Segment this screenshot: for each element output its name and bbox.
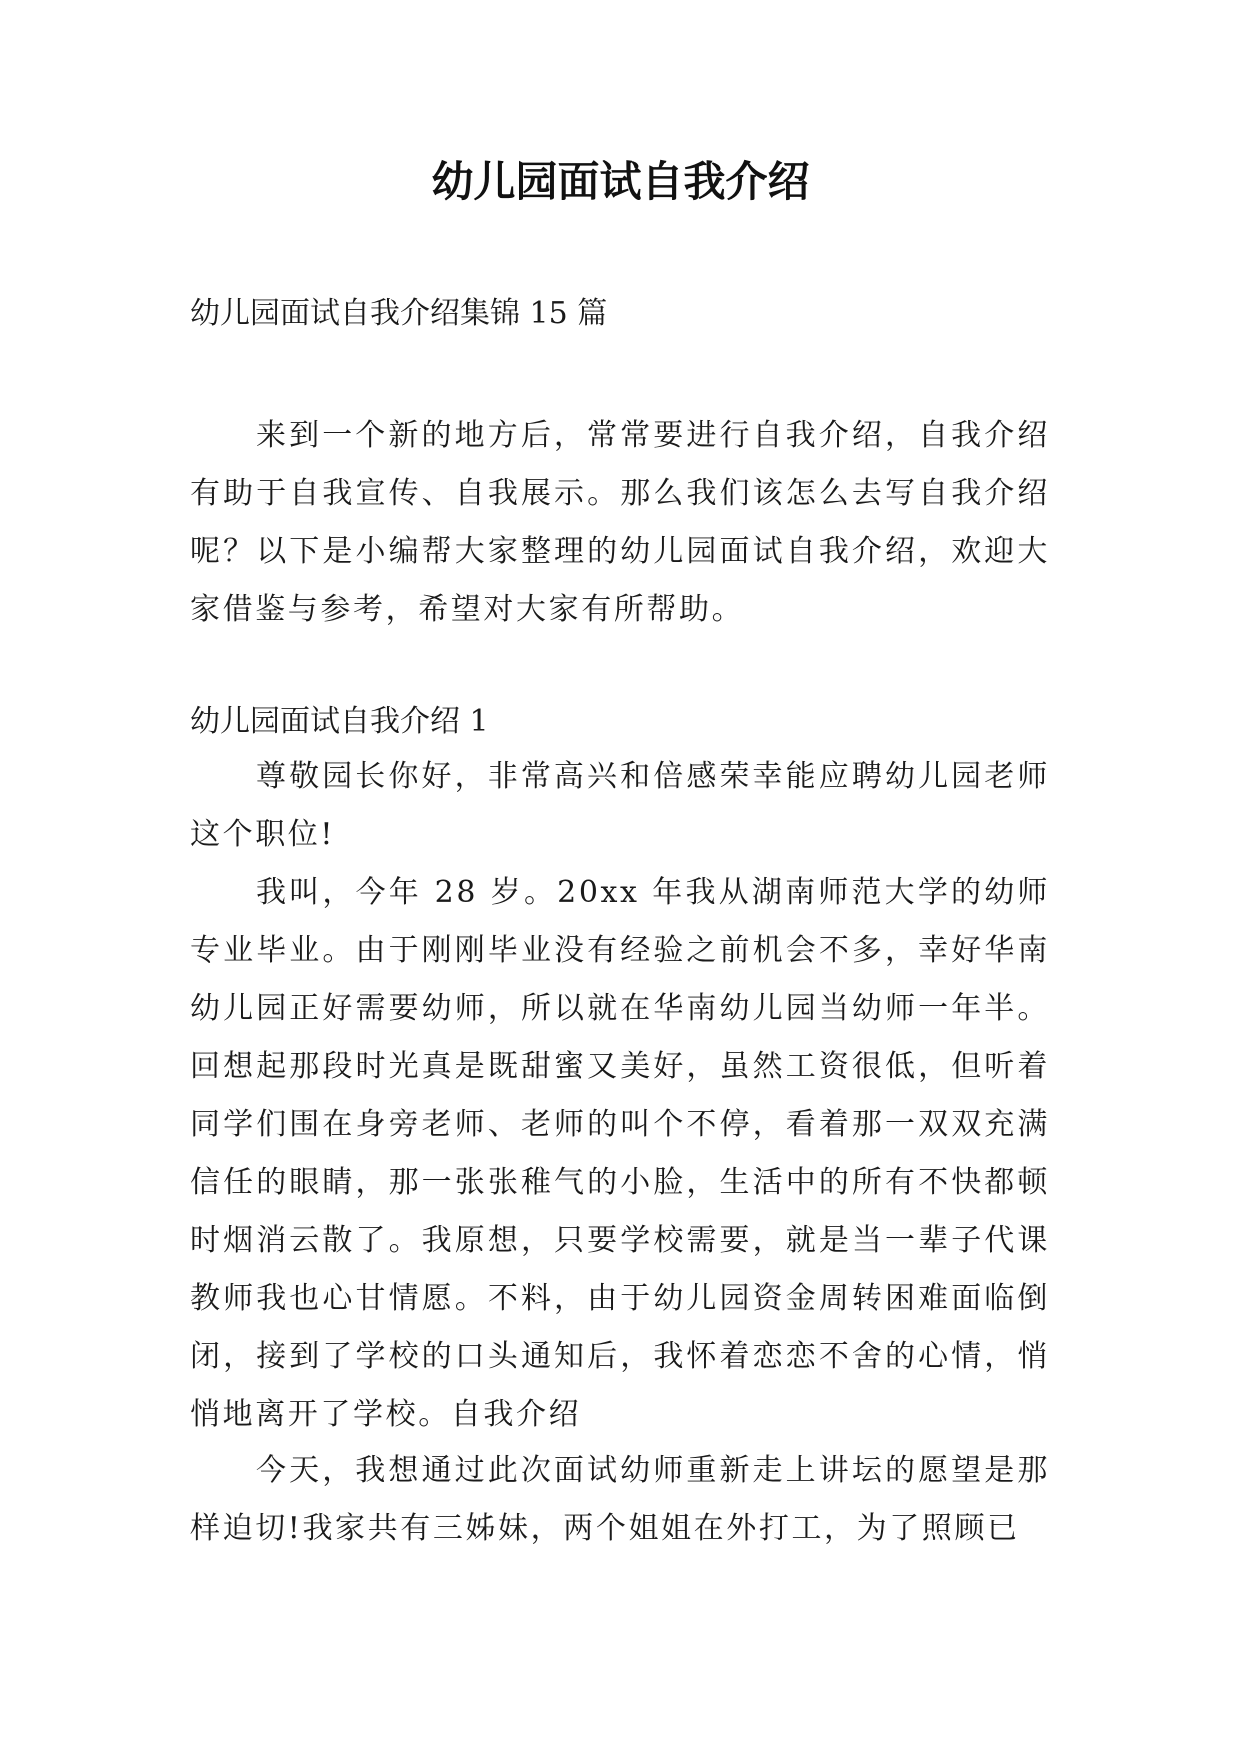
- document-subtitle: 幼儿园面试自我介绍集锦 15 篇: [190, 296, 608, 331]
- section-paragraph: 今天，我想通过此次面试幼师重新走上讲坛的愿望是那样迫切!我家共有三姊妹，两个姐姐在外打工，为了照顾已: [190, 1453, 1050, 1546]
- section-paragraph: 我叫，今年 28 岁。20xx 年我从湖南师范大学的幼师专业毕业。由于刚刚毕业没有经验之前机会不多，幸好华南幼儿园正好需要幼师，所以就在华南幼儿园当幼师一年半。回想起那段时光真是既甜蜜又美好，虽然工资很低，但听着同学们围在身旁老师、老师的叫个不停，看着那一双双充满信任的眼睛，那一张张稚气的小脸，生活中的所有不快都顿时烟消云散了。我原想，只要学校需要，就是当一辈子代课教师我也心甘情愿。不料，由于幼儿园资金周转困难面临倒闭，接到了学校的口头通知后，我怀着恋恋不舍的心情，悄悄地离开了学校。自我介绍: [190, 875, 1050, 1432]
- section-paragraph: 尊敬园长你好，非常高兴和倍感荣幸能应聘幼儿园老师这个职位!: [190, 759, 1050, 852]
- intro-paragraph: 来到一个新的地方后，常常要进行自我介绍，自我介绍有助于自我宣传、自我展示。那么我们该怎么去写自我介绍呢？以下是小编帮大家整理的幼儿园面试自我介绍，欢迎大家借鉴与参考，希望对大家有所帮助。: [190, 418, 1050, 627]
- section-heading: 幼儿园面试自我介绍 1: [190, 704, 489, 739]
- document-title: 幼儿园面试自我介绍: [431, 157, 810, 206]
